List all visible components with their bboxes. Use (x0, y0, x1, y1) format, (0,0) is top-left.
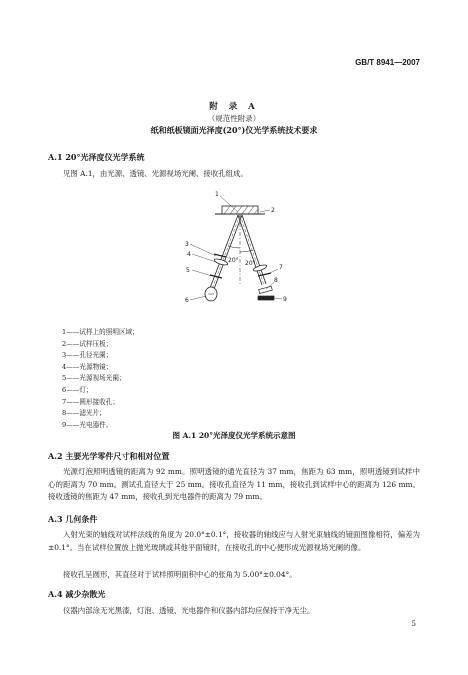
figure-caption: 图 A.1 20°光泽度仪光学系统示意图 (172, 431, 296, 440)
reflected-beam (238, 215, 266, 285)
standard-number: GB/T 8941—2007 (355, 58, 420, 67)
reflection-angle-label: 20° (245, 260, 256, 267)
legend-item: 9——光电器件。 (62, 420, 113, 429)
callout-6: 6 (185, 297, 189, 304)
section-a1-heading: A.1 20°光泽度仪光学系统 (48, 152, 145, 162)
appendix-main-title: 纸和纸板镜面光泽度(20°)仪光学系统技术要求 (150, 125, 318, 135)
callout-4: 4 (187, 251, 191, 258)
incident-angle-label: 20° (228, 257, 239, 264)
reflection-angle-arc (240, 250, 253, 252)
filter (259, 286, 273, 293)
legend-item: 6——灯； (62, 385, 93, 394)
section-a1-body: 见图 A.1，由光源、透镜、光源视场光阑、接收孔组成。 (63, 169, 248, 178)
legend-item: 3——孔径光阑； (62, 351, 113, 360)
callout-8: 8 (274, 277, 278, 284)
section-a2-heading: A.2 主要光学零件尺寸和相对位置 (48, 451, 170, 461)
section-a3-heading: A.3 几何条件 (48, 514, 98, 524)
callout-1: 1 (215, 191, 219, 198)
callout-5: 5 (186, 267, 190, 274)
legend-item: 1——试样上的照明区域； (62, 328, 139, 336)
figure-legend (62, 327, 139, 431)
section-a4-heading: A.4 减少杂散光 (48, 589, 106, 599)
legend-item: 4——光源物镜； (62, 362, 113, 371)
legend-item: 2——试样压板； (62, 339, 113, 348)
callout-2: 2 (271, 207, 275, 214)
page-number: 5 (411, 620, 416, 628)
lamp-icon (205, 287, 217, 301)
legend-item: 7——圆形接收孔； (62, 397, 119, 406)
source-field-stop (210, 275, 222, 278)
section-a4-body: 仪器内部涂无光黑漆，灯泡、透镜、光电器件和仪器内部均应保持干净无尘。 (63, 606, 315, 615)
section-a3-body-2: 接收孔呈圆形，其直径对于试样照明面积中心的张角为 5.00°±0.04°。 (63, 570, 297, 579)
callout-9: 9 (283, 296, 287, 303)
appendix-title: 附 录 A (209, 102, 259, 112)
callout-3: 3 (185, 241, 189, 248)
appendix-subtitle: （规范性附录） (207, 114, 261, 123)
optical-system-diagram (170, 190, 320, 325)
legend-item: 8——滤光片； (62, 409, 106, 418)
photoelectric-device (258, 296, 274, 300)
section-a2-body: 光源灯泡照明透镜的距离为 92 mm。照明透镜的通光直径为 37 mm，焦距为 63 mm，照明透镜到试样中心的距离为 70 mm。测试孔直径大于 25 mm。接收孔直径为 11 mm，接收孔到试样中心的距离为 126 mm。接收透镜的焦距为 47 mm，接收孔到光电器件的距离为 79 mm。 (48, 467, 420, 501)
section-a3-body: 入射光束的轴线对试样法线的角度为 20.0°±0.1°，接收器的轴线应与入射光束轴线的镜面图像相符，偏差为±0.1°。当在试样位置放上抛光玻璃或其他平面镜时，在接收孔的中心便形成光源视场光阑的像。 (48, 530, 420, 552)
sample-plate (215, 206, 265, 214)
legend-item: 5——光源视场光阑； (62, 374, 126, 383)
aperture-stop (214, 254, 226, 257)
incident-beam (210, 215, 242, 289)
callout-7: 7 (279, 264, 283, 271)
